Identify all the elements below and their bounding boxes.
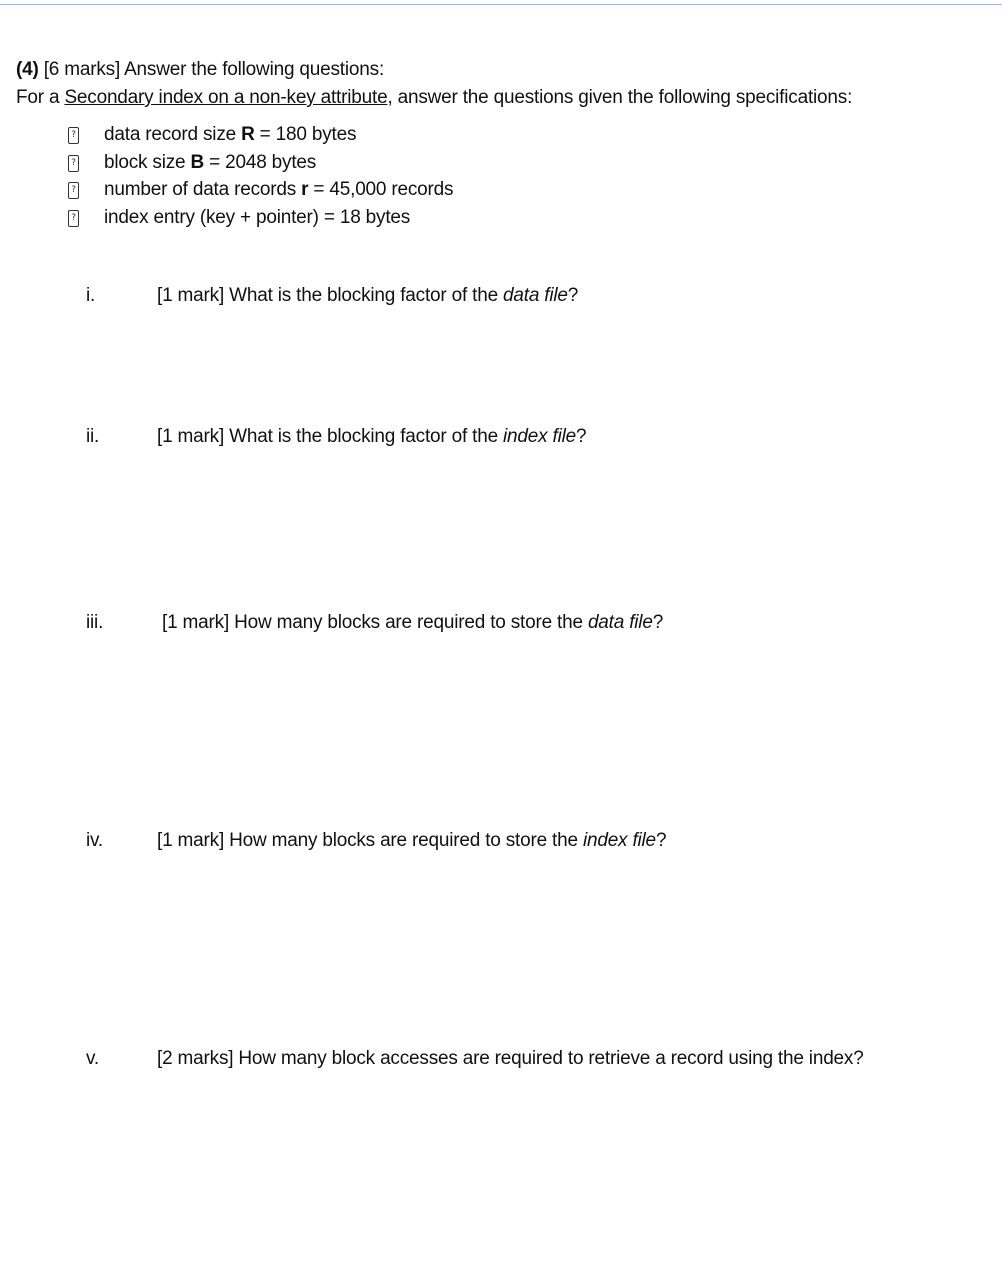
sub-question-number: iii. — [86, 612, 104, 633]
sub-question-number: iv. — [86, 830, 103, 851]
sub-question-number: v. — [86, 1048, 99, 1069]
top-divider — [0, 4, 1002, 5]
bullet-box-icon: ? — [68, 210, 79, 227]
question-number: (4) — [16, 59, 39, 80]
sub-question-number: i. — [86, 285, 96, 306]
spec-text: block size B = 2048 bytes — [104, 151, 317, 173]
sub-question-text: [1 mark] What is the blocking factor of the index file? — [157, 426, 587, 447]
spec-text: number of data records r = 45,000 records — [104, 179, 454, 201]
question-marks: [6 marks] Answer the following questions: — [43, 59, 385, 80]
spec-text: data record size R = 180 bytes — [104, 124, 357, 145]
sub-question-text: [1 mark] What is the blocking factor of the data file? — [157, 285, 579, 306]
bullet-box-icon: ? — [68, 155, 79, 172]
intro-underlined: Secondary index on a non-key attribute — [64, 87, 388, 108]
sub-question-text: [1 mark] How many blocks are required to store the data file? — [162, 612, 664, 633]
bullet-box-icon: ? — [68, 127, 79, 144]
question-heading — [16, 59, 384, 81]
intro-text — [16, 87, 852, 109]
bullet-box-icon: ? — [68, 182, 79, 199]
sub-question-text: [2 marks] How many block accesses are required to retrieve a record using the index? — [157, 1048, 864, 1069]
intro-suffix: , answer the questions given the following specifications: — [387, 87, 853, 108]
spec-text: index entry (key + pointer) = 18 bytes — [104, 207, 411, 229]
intro-prefix: For a — [16, 87, 65, 108]
sub-question-number: ii. — [86, 426, 100, 447]
sub-question-text: [1 mark] How many blocks are required to store the index file? — [157, 830, 667, 851]
